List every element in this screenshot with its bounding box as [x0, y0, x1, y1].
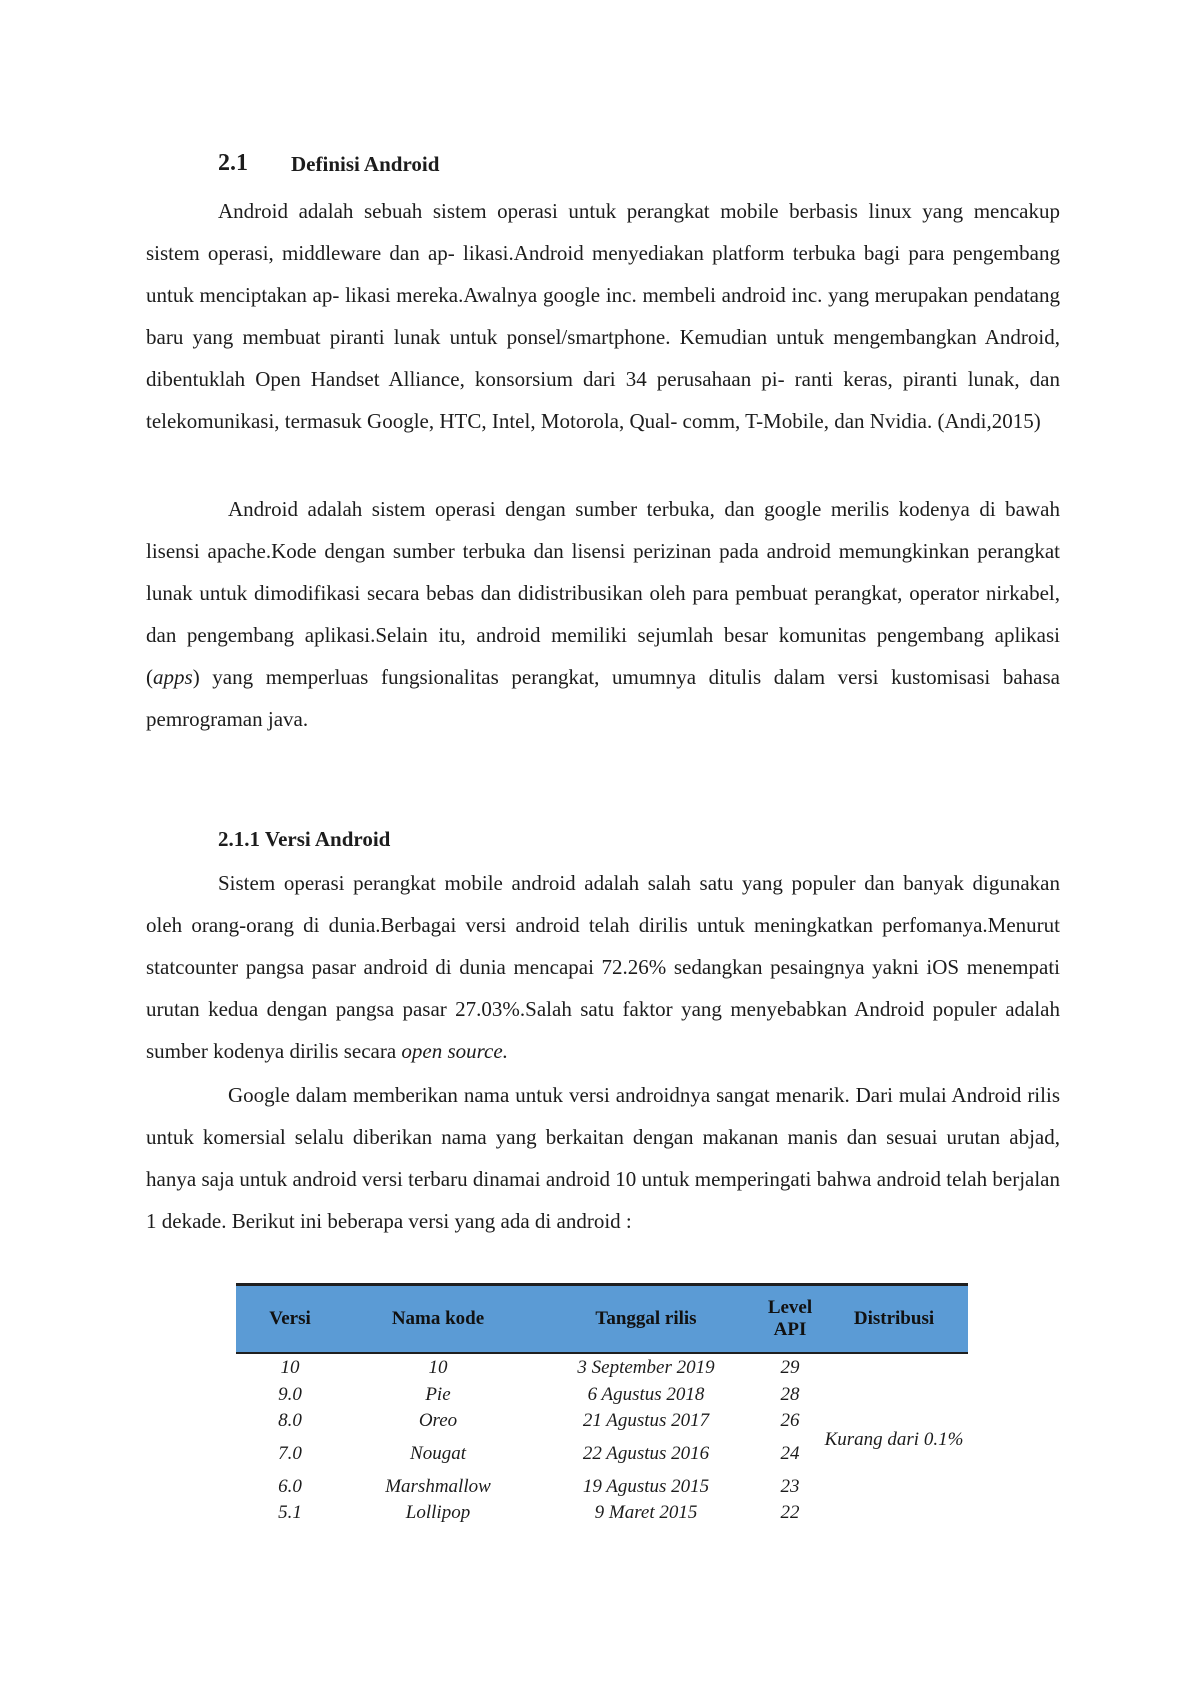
cell-api: 22	[780, 1502, 800, 1523]
header-distribusi: Distribusi	[820, 1285, 968, 1354]
cell-api: 24	[780, 1443, 800, 1464]
paragraph-open-source	[146, 488, 1060, 740]
cell-versi: 9.0	[278, 1384, 302, 1405]
cell-tanggal: 19 Agustus 2015	[582, 1476, 710, 1497]
cell-nama: Oreo	[418, 1410, 458, 1431]
header-versi: Versi	[236, 1285, 344, 1354]
cell-versi: 10	[280, 1357, 300, 1378]
cell-distribusi: Kurang dari 0.1%	[824, 1429, 964, 1450]
cell-nama: Lollipop	[405, 1502, 471, 1523]
italic-term: apps	[153, 665, 193, 689]
header-tanggal-rilis: Tanggal rilis	[532, 1285, 760, 1354]
cell-versi: 8.0	[278, 1410, 302, 1431]
cell-versi: 7.0	[278, 1443, 302, 1464]
cell-tanggal: 9 Maret 2015	[594, 1502, 698, 1523]
android-versions-table	[236, 1283, 968, 1526]
cell-nama: Marshmallow	[385, 1476, 491, 1497]
paragraph-text: ) yang memperluas fungsionalitas perangkat, umumnya ditulis dalam versi kustomisasi bahasa pemrograman java.	[146, 665, 1060, 731]
cell-api: 28	[780, 1384, 800, 1405]
subsection-title: 2.1.1 Versi Android	[218, 827, 391, 851]
cell-tanggal: 21 Agustus 2017	[582, 1410, 710, 1431]
italic-term: open source.	[401, 1039, 508, 1063]
table-row	[236, 1353, 968, 1382]
paragraph-text: Sistem operasi perangkat mobile android adalah salah satu yang populer dan banyak digunakan oleh orang-orang di dunia.Berbagai versi android telah dirilis untuk meningkatkan perfomanya.Menurut statcounter pangsa pasar android di dunia mencapai 72.26% sedangkan pesaingnya yakni iOS menempati urutan kedua dengan pangsa pasar 27.03%.Salah satu faktor yang menyebabkan Android populer adalah sumber kodenya dirilis secara	[146, 871, 1060, 1063]
table-header-row	[236, 1285, 968, 1354]
cell-nama: 10	[428, 1357, 448, 1378]
cell-versi: 5.1	[278, 1502, 302, 1523]
cell-nama: Pie	[425, 1384, 451, 1405]
cell-nama: Nougat	[410, 1443, 466, 1464]
cell-api: 26	[780, 1410, 800, 1431]
cell-api: 23	[780, 1476, 800, 1497]
cell-tanggal: 6 Agustus 2018	[587, 1384, 705, 1405]
paragraph-popularity	[146, 862, 1060, 1072]
cell-tanggal: 22 Agustus 2016	[582, 1443, 710, 1464]
cell-api: 29	[780, 1357, 800, 1378]
header-nama-kode: Nama kode	[344, 1285, 532, 1354]
paragraph-definisi: Android adalah sebuah sistem operasi untuk perangkat mobile berbasis linux yang mencakup sistem operasi, middleware dan ap- likasi.Android menyediakan platform terbuka bagi para pengembang untuk menciptakan ap- likasi mereka.Awalnya google inc. membeli android inc. yang merupakan pendatang baru yang membuat piranti lunak untuk ponsel/smartphone. Kemudian untuk mengembangkan Android, dibentuklah Open Handset Alliance, konsorsium dari 34 perusahaan pi- ranti keras, piranti lunak, dan telekomunikasi, termasuk Google, HTC, Intel, Motorola, Qual- comm, T-Mobile, dan Nvidia. (Andi,2015)	[146, 199, 1060, 433]
section-number: 2.1	[218, 150, 248, 176]
section-title: Definisi Android	[291, 152, 440, 176]
paragraph-naming: Google dalam memberikan nama untuk versi androidnya sangat menarik. Dari mulai Android rilis untuk komersial selalu diberikan nama yang berkaitan dengan makanan manis dan sesuai urutan abjad, hanya saja untuk android versi terbaru dinamai android 10 untuk memperingati bahwa android telah berjalan 1 dekade. Berikut ini beberapa versi yang ada di android :	[146, 1083, 1060, 1233]
cell-tanggal: 3 September 2019	[577, 1357, 715, 1378]
header-level-api: Level API	[760, 1285, 820, 1354]
cell-versi: 6.0	[278, 1476, 302, 1497]
paragraph-text: Android adalah sistem operasi dengan sumber terbuka, dan google merilis kodenya di bawah lisensi apache.Kode dengan sumber terbuka dan lisensi perizinan pada android memungkinkan perangkat lunak untuk dimodifikasi secara bebas dan didistribusikan oleh para pembuat perangkat, operator nirkabel, dan pengembang aplikasi.Selain itu, android memiliki sejumlah besar komunitas pengembang aplikasi (	[146, 497, 1060, 689]
